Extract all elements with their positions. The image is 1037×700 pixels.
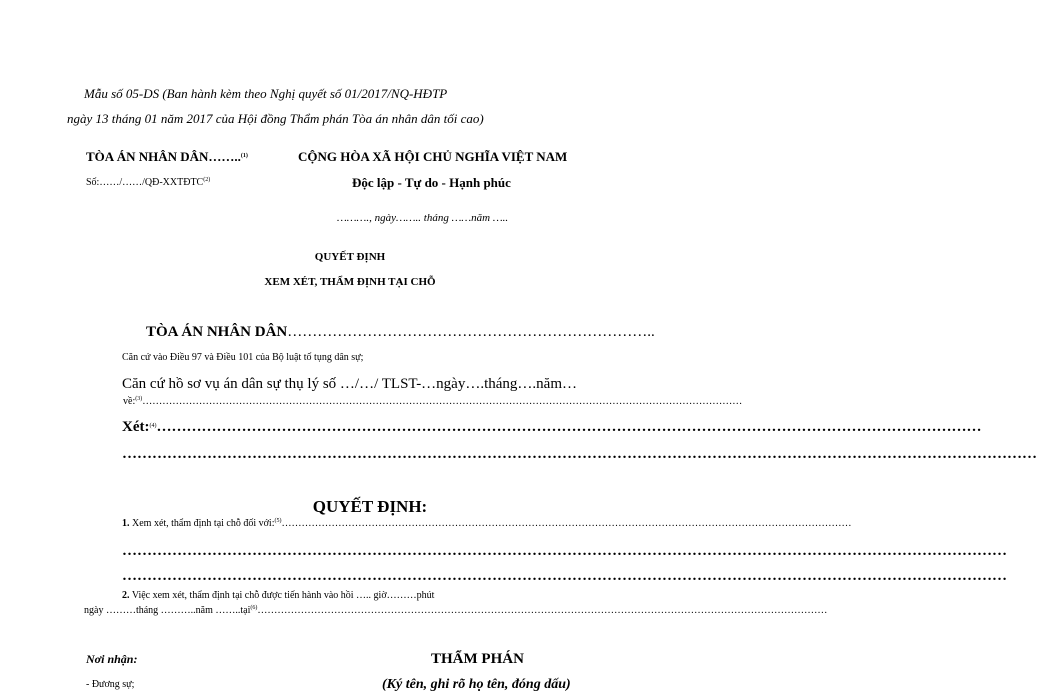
signer-title: THẨM PHÁN xyxy=(431,651,524,667)
item2-note: (6) xyxy=(250,605,258,611)
decision-number xyxy=(86,177,210,188)
court-heading-fill: ……………………………………………………………….. xyxy=(287,324,655,340)
form-reference-line1: Mẫu số 05-DS (Ban hành kèm theo Nghị quyết số 01/2017/NQ-HĐTP xyxy=(84,86,448,101)
court-heading xyxy=(146,324,655,341)
signer-note: (Ký tên, ghi rõ họ tên, đóng dấu) xyxy=(382,677,571,692)
decision-item-1 xyxy=(122,518,852,529)
decision-number-note: (2) xyxy=(203,177,211,183)
decision-number-text: Số:……/……/QĐ-XXTĐTC xyxy=(86,177,204,188)
about-fill: ……………………………………………………………………………………………………………………………………………………………… xyxy=(142,396,743,407)
item2-fill: ……………………………………………………………………………………………………………………………………………………… xyxy=(257,605,828,616)
document-subtitle: XEM XÉT, THẨM ĐỊNH TẠI CHỖ xyxy=(264,276,436,288)
legal-basis-line: Căn cứ vào Điều 97 và Điều 101 của Bộ luật tố tụng dân sự; xyxy=(122,352,364,363)
about-line xyxy=(123,396,743,407)
item1-number: 1. xyxy=(122,518,130,529)
national-motto: Độc lập - Tự do - Hạnh phúc xyxy=(352,175,511,190)
considering-label: Xét: xyxy=(122,419,150,435)
considering-note: (4) xyxy=(149,423,157,429)
item1-fill-line3: …………………………………………………………………………………………………………………………………………………………… xyxy=(122,568,1007,584)
date-line: ………., ngày…….. tháng ……năm ….. xyxy=(337,212,509,224)
about-note: (3) xyxy=(135,396,143,402)
item1-note: (5) xyxy=(274,518,282,524)
item2-line2-text: ngày ………tháng ………..năm ……..tại xyxy=(84,605,251,616)
considering-fill: ………………………………………………………………………………………………………………………………………………… xyxy=(156,419,982,435)
considering-line xyxy=(122,419,982,436)
recipients-label: Nơi nhận: xyxy=(86,652,138,666)
form-reference-line2: ngày 13 tháng 01 năm 2017 của Hội đồng Thẩm phán Tòa án nhân dân tối cao) xyxy=(67,111,484,126)
item1-fill: ……………………………………………………………………………………………………………………………………………………… xyxy=(281,518,852,529)
item1-fill-line2: …………………………………………………………………………………………………………………………………………………………… xyxy=(122,543,1007,559)
document-title: QUYẾT ĐỊNH xyxy=(314,251,386,263)
about-label: về: xyxy=(123,396,136,407)
case-file-basis-line: Căn cứ hồ sơ vụ án dân sự thụ lý số …/…/ TLST-…ngày….tháng….năm… xyxy=(122,376,577,392)
decision-item-2 xyxy=(122,590,434,601)
item1-text: Xem xét, thẩm định tại chỗ đối với: xyxy=(132,518,275,529)
recipient-item: - Đương sự; xyxy=(86,679,135,690)
court-name-text: TÒA ÁN NHÂN DÂN…….. xyxy=(86,149,241,164)
nation-heading: CỘNG HÒA XÃ HỘI CHỦ NGHĨA VIỆT NAM xyxy=(298,149,568,164)
court-name xyxy=(86,149,248,165)
decision-item-2-line2 xyxy=(84,605,828,616)
item2-text: Việc xem xét, thẩm định tại chỗ được tiến hành vào hồi ….. giờ………phút xyxy=(131,590,435,601)
court-heading-text: TÒA ÁN NHÂN DÂN xyxy=(146,324,288,340)
considering-fill-line2: ………………………………………………………………………………………………………………………………………………………………… xyxy=(122,446,1037,462)
court-name-note: (1) xyxy=(240,153,248,159)
item2-number: 2. xyxy=(122,590,130,601)
decision-heading: QUYẾT ĐỊNH: xyxy=(312,497,428,516)
